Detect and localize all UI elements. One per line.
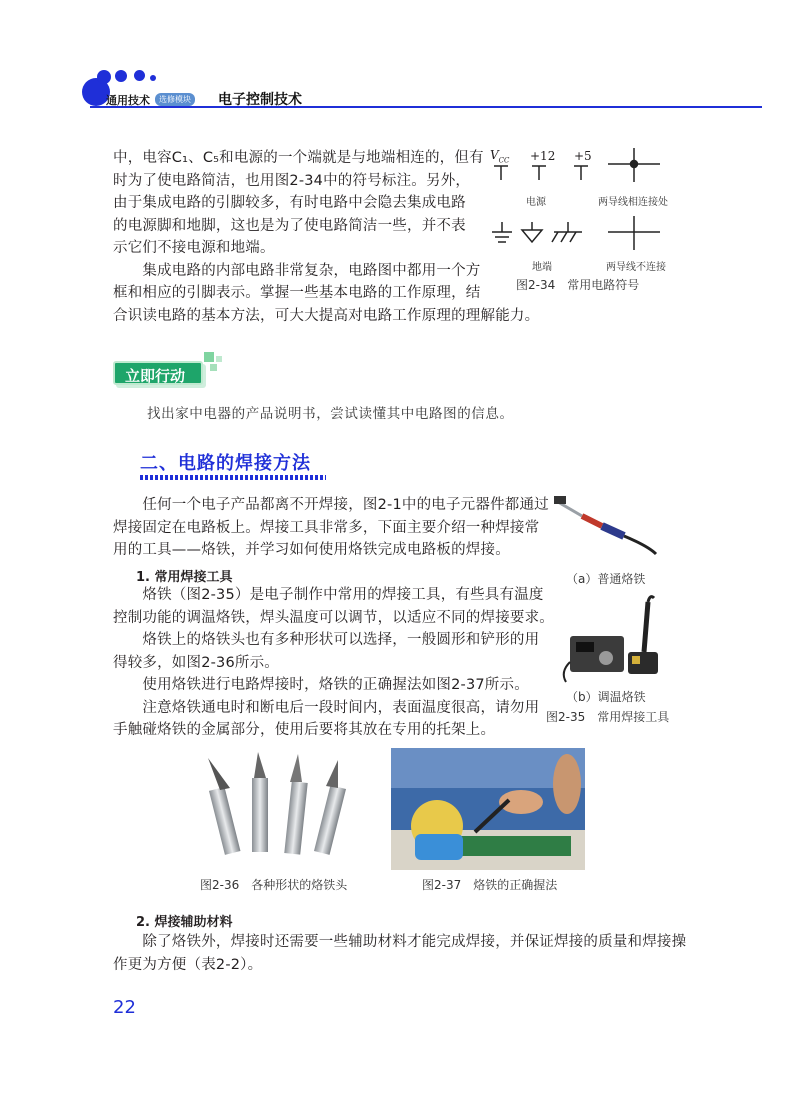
- section-paragraph-1: [113, 494, 553, 562]
- text-line: 手触碰烙铁的金属部分，使用后要将其放在专用的托架上。: [113, 722, 496, 738]
- caption-figure-2-36: 图2-36 各种形状的烙铁头: [200, 878, 348, 892]
- photo-correct-grip: [391, 748, 585, 870]
- caption-temperature-iron: （b）调温烙铁: [566, 690, 646, 704]
- label-power: 电源: [526, 197, 546, 208]
- text-line: 由于集成电路的引脚较多，有时电路中会隐去集成电路: [113, 195, 466, 211]
- label-not-connected: 两导线不连接: [606, 262, 666, 273]
- plus5-label: +5: [574, 149, 592, 163]
- text-line: 中，电容C₁、C₅和电源的一个端就是与地端相连的，但有: [113, 150, 484, 166]
- section-heading-underline: [140, 475, 326, 480]
- text-line: 用的工具——烙铁，并学习如何使用烙铁完成电路板的焊接。: [113, 542, 510, 558]
- action-badge-label: 立即行动: [125, 367, 186, 385]
- page-number: 22: [113, 997, 136, 1018]
- text-line: 使用烙铁进行电路焊接时，烙铁的正确握法如图2-37所示。: [113, 677, 529, 693]
- chapter-title: 电子控制技术: [218, 92, 302, 108]
- circuit-symbols-svg: [486, 146, 686, 276]
- label-connected: 两导线相连接处: [598, 197, 668, 208]
- caption-figure-2-37: 图2-37 烙铁的正确握法: [422, 878, 558, 892]
- text-line: 得较多，如图2-36所示。: [113, 654, 280, 671]
- header-rule: [90, 106, 762, 108]
- figure-caption: 图2-34 常用电路符号: [516, 278, 640, 292]
- caption-ordinary-iron: （a）普通烙铁: [566, 572, 646, 586]
- subheading-tools: 1. 常用焊接工具: [136, 570, 233, 585]
- plus12-label: +12: [530, 149, 556, 163]
- action-badge: [113, 361, 203, 385]
- figure-circuit-symbols: [486, 146, 686, 292]
- header-dot: [150, 75, 156, 81]
- text-line: 控制功能的调温烙铁，焊头温度可以调节，以适应不同的焊接要求。: [113, 609, 554, 626]
- text-line: 合识读电路的基本方法，可大大提高对电路工作原理的理解能力。: [113, 307, 540, 324]
- text-line: 的电源脚和地脚，这也是为了使电路简洁一些，并不表: [113, 217, 466, 234]
- section-paragraph-2: [113, 584, 553, 742]
- text-line: 示它们不接电源和地端。: [113, 240, 275, 256]
- text-line: 框和相应的引脚表示。掌握一些基本电路的工作原理，结: [113, 285, 481, 301]
- text-line: 除了烙铁外，焊接时还需要一些辅助材料才能完成焊接，并保证焊接的质量和焊接操: [113, 934, 687, 950]
- caption-figure-2-35: 图2-35 常用焊接工具: [546, 710, 670, 724]
- label-ground: 地端: [532, 262, 552, 273]
- series-label: 通用技术: [106, 94, 150, 107]
- action-text: 找出家中电器的产品说明书，尝试读懂其中电路图的信息。: [147, 406, 514, 422]
- vcc-label: $V_{CC}$: [490, 148, 510, 165]
- text-line: 时为了使电路简洁，也用图2-34中的符号标注。另外，: [113, 172, 471, 189]
- text-line: 任何一个电子产品都离不开焊接，图2-1中的电子元器件都通过: [113, 497, 549, 513]
- header-dot: [115, 70, 127, 82]
- photo-soldering-tips: [198, 748, 370, 860]
- photo-temperature-controlled-iron: [556, 592, 666, 684]
- text-line: 焊接固定在电路板上。焊接工具非常多，下面主要介绍一种焊接常: [113, 519, 540, 536]
- text-line: 烙铁（图2-35）是电子制作中常用的焊接工具，有些具有温度: [113, 587, 544, 603]
- header-dot: [97, 70, 111, 84]
- photo-ordinary-soldering-iron: [552, 494, 664, 558]
- text-line: 集成电路的内部电路非常复杂，电路图中都用一个方: [113, 262, 481, 279]
- subheading-materials: 2. 焊接辅助材料: [136, 915, 233, 930]
- section-paragraph-3: [113, 931, 693, 976]
- text-line: 作更为方便（表2-2）。: [113, 956, 263, 973]
- section-heading: 二、电路的焊接方法: [140, 453, 311, 474]
- text-line: 注意烙铁通电时和断电后一段时间内，表面温度很高，请勿用: [113, 699, 540, 716]
- text-line: 烙铁上的烙铁头也有多种形状可以选择，一般圆形和铲形的用: [113, 632, 540, 648]
- header-dot: [134, 70, 145, 81]
- series-sub-badge: 选修模块: [155, 93, 195, 106]
